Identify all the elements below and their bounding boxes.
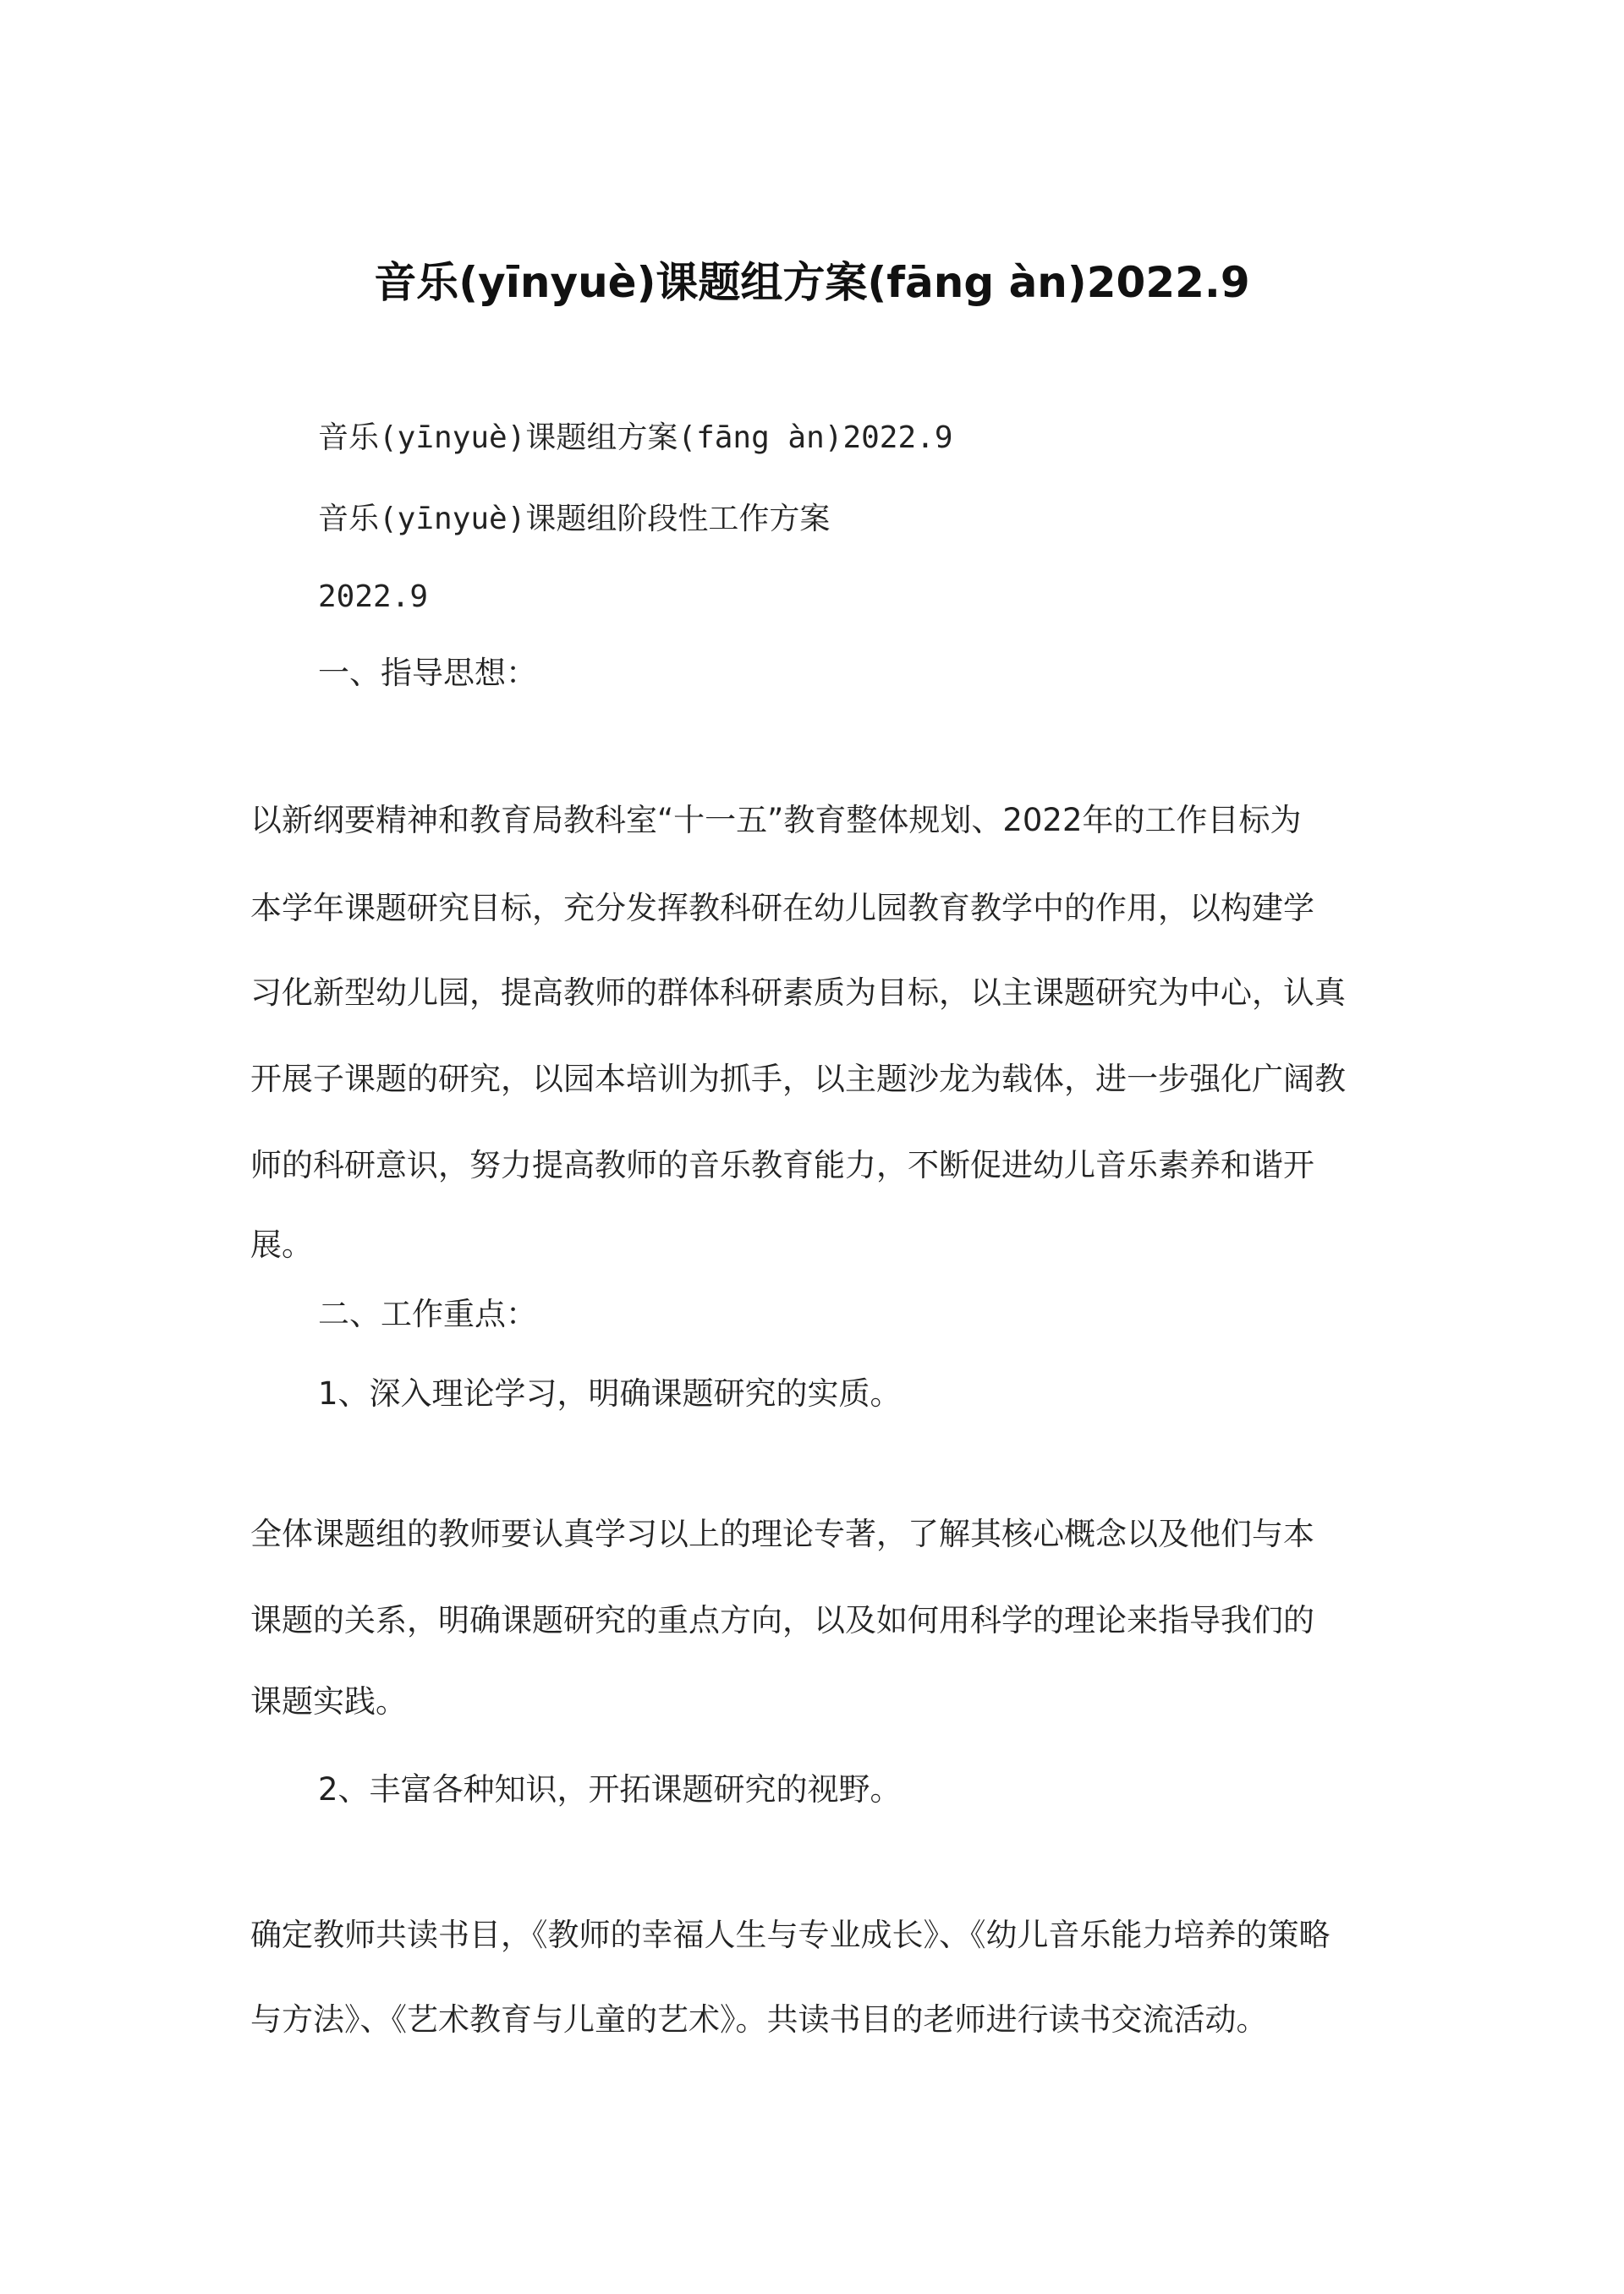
paragraph-line: 课题实践。 (250, 1683, 407, 1720)
paragraph-line: 以新纲要精神和教育局教科室“十一五”教育整体规划、2022年的工作目标为 (250, 802, 1302, 838)
paragraph-line: 开展子课题的研究，以园本培训为抓手，以主题沙龙为载体，进一步强化广阔教 (250, 1061, 1346, 1097)
paragraph-line: 本学年课题研究目标，充分发挥教科研在幼儿园教育教学中的作用，以构建学 (250, 890, 1314, 926)
subtitle-line: 音乐(yīnyuè)课题组方案(fāng àn)2022.9 (318, 420, 953, 455)
paragraph-line: 师的科研意识，努力提高教师的音乐教育能力，不断促进幼儿音乐素养和谐开 (250, 1147, 1314, 1183)
section-heading-work-focus: 二、工作重点： (318, 1296, 537, 1332)
paragraph-line: 课题的关系，明确课题研究的重点方向，以及如何用科学的理论来指导我们的 (250, 1602, 1314, 1638)
plan-date: 2022.9 (318, 579, 429, 614)
work-item-1: 1、深入理论学习，明确课题研究的实质。 (318, 1375, 902, 1412)
paragraph-line: 习化新型幼儿园，提高教师的群体科研素质为目标，以主课题研究为中心，认真 (250, 974, 1346, 1011)
work-item-2: 2、丰富各种知识，开拓课题研究的视野。 (318, 1771, 902, 1808)
paragraph-line: 与方法》、《艺术教育与儿童的艺术》。共读书目的老师进行读书交流活动。 (250, 2001, 1268, 2038)
section-heading-guiding-thought: 一、指导思想： (318, 655, 537, 691)
document-title: 音乐(yīnyuè)课题组方案(fāng àn)2022.9 (374, 258, 1250, 307)
paragraph-line: 确定教师共读书目，《教师的幸福人生与专业成长》、《幼儿音乐能力培养的策略 (250, 1917, 1330, 1953)
paragraph-line: 展。 (250, 1227, 313, 1263)
paragraph-line: 全体课题组的教师要认真学习以上的理论专著，了解其核心概念以及他们与本 (250, 1516, 1314, 1552)
plan-heading: 音乐(yīnyuè)课题组阶段性工作方案 (318, 502, 831, 536)
